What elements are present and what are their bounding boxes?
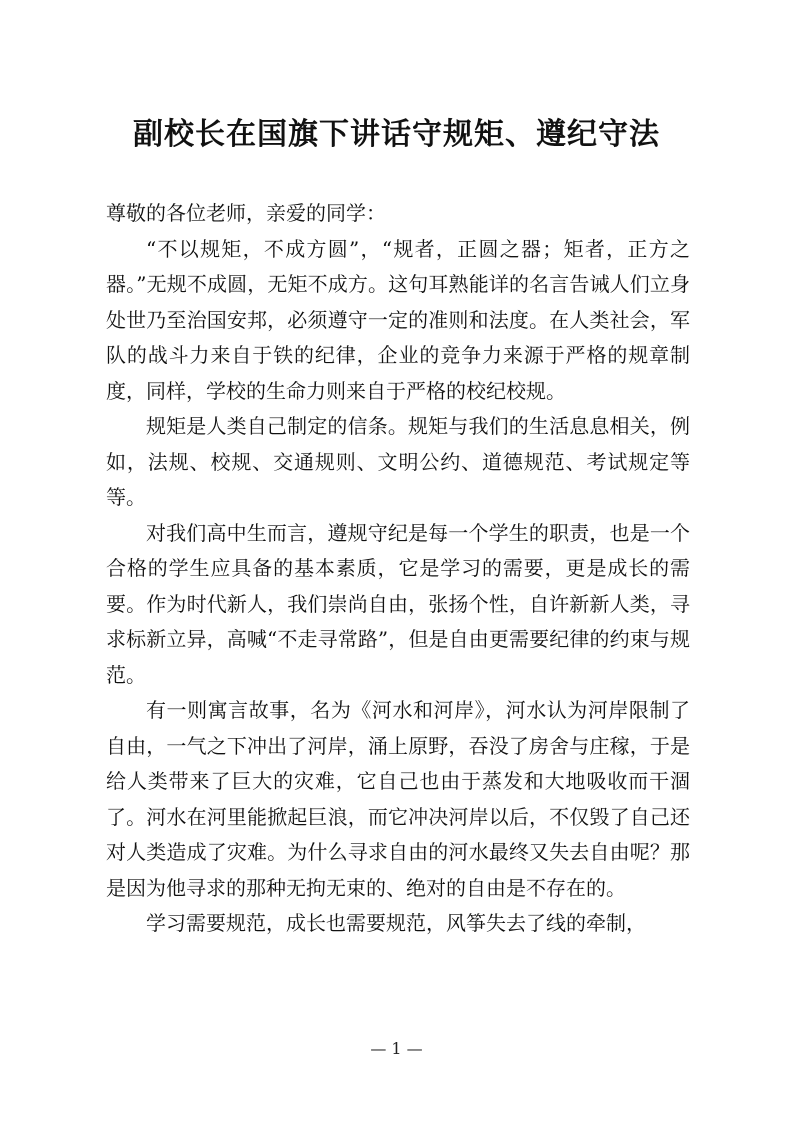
paragraph: 学习需要规范，成长也需要规范，风筝失去了线的牵制， xyxy=(146,911,646,935)
salutation: 尊敬的各位老师，亲爱的同学： xyxy=(106,201,386,225)
paragraph: 规矩是人类自己制定的信条。规矩与我们的生活息息相关，例如，法规、校规、交通规则、文明公约、道德规范、考试规定等等。 xyxy=(106,414,690,509)
paragraph: “不以规矩，不成方圆”，“规者，正圆之器；矩者，正方之器。”无规不成圆，无矩不成方。这句耳熟能详的名言告诫人们立身处世乃至治国安邦，必须遵守一定的准则和法度。在人类社会，军队的战斗力来自于铁的纪律，企业的竞争力来源于严格的规章制度，同样，学校的生命力则来自于严格的校纪校规。 xyxy=(106,236,690,403)
document-body xyxy=(106,196,690,942)
paragraph: 对我们高中生而言，遵规守纪是每一个学生的职责，也是一个合格的学生应具备的基本素质，它是学习的需要，更是成长的需要。作为时代新人，我们崇尚自由，张扬个性，自许新新人类，寻求标新立异，高喊“不走寻常路”，但是自由更需要纪律的约束与规范。 xyxy=(106,520,690,687)
paragraph: 有一则寓言故事，名为《河水和河岸》，河水认为河岸限制了自由，一气之下冲出了河岸，涌上原野，吞没了房舍与庄稼，于是给人类带来了巨大的灾难，它自己也由于蒸发和大地吸收而干涸了。河水在河里能掀起巨浪，而它冲决河岸以后，不仅毁了自己还对人类造成了灾难。为什么寻求自由的河水最终又失去自由呢？那是因为他寻求的那种无拘无束的、绝对的自由是不存在的。 xyxy=(106,698,690,900)
page-number: — 1 — xyxy=(370,1039,423,1058)
page-title: 副校长在国旗下讲话守规矩、遵纪守法 xyxy=(133,117,660,152)
